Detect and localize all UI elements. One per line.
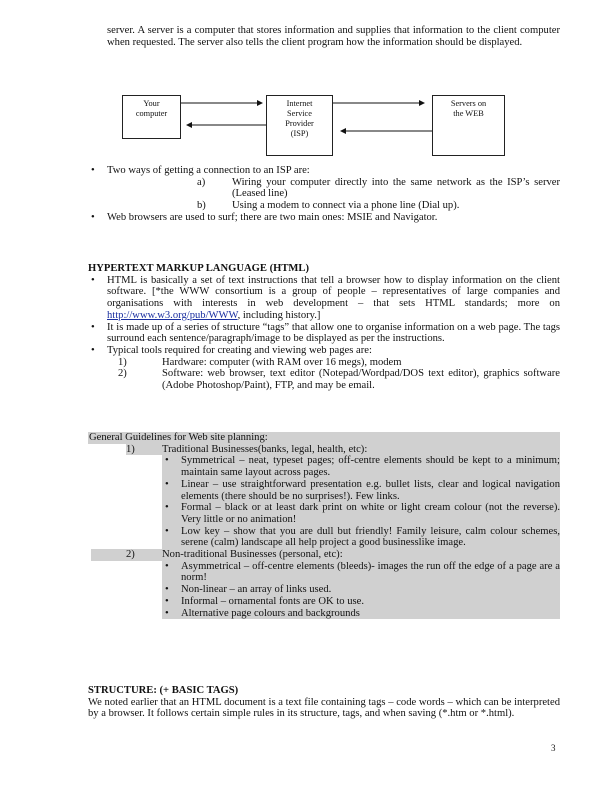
group-traditional xyxy=(88,444,560,456)
guideline-item: • Low key – show that you are dull but friendly! Family leisure, calm colour schemes, serene (calm) landscape all help project a good businesslike image. xyxy=(162,526,560,549)
item-label: 2) xyxy=(118,368,127,380)
sub-item-b xyxy=(88,200,560,212)
item-text: Hardware: computer (with RAM over 16 megs), modem xyxy=(162,356,402,368)
diagram-arrows xyxy=(0,0,612,170)
network-diagram xyxy=(0,0,612,170)
box-line: Provider xyxy=(285,119,314,128)
spacer xyxy=(88,596,162,608)
group-nontraditional xyxy=(88,549,560,561)
bullet-browsers: • Web browsers are used to surf; there are two main ones: MSIE and Navigator. xyxy=(88,212,560,224)
html-section xyxy=(88,263,560,392)
group-items xyxy=(88,479,560,502)
spacer xyxy=(88,455,162,478)
box-line: Internet xyxy=(286,99,313,108)
structure-section xyxy=(88,685,560,720)
text: HTML is basically a set of text instructions that tell a browser how to display information on the client software. [*the WWW consortium is a group of people – representatives of large companies and organisations with interests in web development – that sets HTML standards; more on xyxy=(107,274,560,310)
group-items xyxy=(88,502,560,525)
bullet-html-definition xyxy=(88,275,560,322)
section-heading: HYPERTEXT MARKUP LANGUAGE (HTML) xyxy=(88,263,310,274)
guideline-item: • Non-linear – an array of links used. xyxy=(162,584,560,596)
group-title: Traditional Businesses(banks, legal, health, etc): xyxy=(162,444,560,456)
spacer xyxy=(88,561,162,584)
sub-item-a xyxy=(88,177,560,200)
intro-paragraph: server. A server is a computer that stores information and supplies that information to the client computer when requested. The server also tells the client program how the information should be displayed. xyxy=(107,25,560,48)
spacer xyxy=(88,584,162,596)
spacer xyxy=(88,479,162,502)
item-label: a) xyxy=(197,176,206,188)
guidelines-title: General Guidelines for Web site planning: xyxy=(88,432,560,444)
item-text: Software: web browser, text editor (Notepad/Wordpad/DOS text editor), graphics software (Adobe Photoshop/Paint), FTP, and may be email. xyxy=(162,368,560,392)
bullet-tools: • Typical tools required for creating and viewing web pages are: xyxy=(88,345,560,357)
structure-paragraph: We noted earlier that an HTML document is a text file containing tags – code words – which can be interpreted by a browser. It follows certain simple rules in its structure, tags, and when saving (*.htm or *.html). xyxy=(88,696,560,720)
item-label: 1) xyxy=(118,356,127,368)
box-line: Your xyxy=(143,99,160,108)
spacer xyxy=(88,608,162,620)
tool-hardware xyxy=(88,357,560,369)
group-label: 1) xyxy=(126,444,162,456)
text: , including history.] xyxy=(237,309,321,321)
tool-software xyxy=(88,368,560,391)
connection-list xyxy=(88,165,560,224)
group-items xyxy=(88,596,560,608)
box-line: the WEB xyxy=(453,109,484,118)
group-label: 2) xyxy=(126,549,135,561)
spacer xyxy=(88,526,162,549)
bullet-tags: • It is made up of a series of structure “tags” that allow one to organise information on a web page. The tags surround each sentence/paragraph/image to be displayed as per the instructions. xyxy=(88,322,560,345)
guideline-item: • Informal – ornamental fonts are OK to use. xyxy=(162,596,560,608)
group-items xyxy=(88,526,560,549)
guideline-item: • Formal – black or at least dark print on white or light cream colour (not the reverse). Very little or no animation! xyxy=(162,502,560,525)
section-heading: STRUCTURE: (+ BASIC TAGS) xyxy=(88,685,239,696)
page-number: 3 xyxy=(551,743,556,753)
box-line: Service xyxy=(287,109,312,118)
group-items xyxy=(88,561,560,584)
group-items xyxy=(88,455,560,478)
box-line: Servers on xyxy=(450,99,487,108)
box-line: (ISP) xyxy=(290,129,309,138)
w3-link[interactable]: http://www.w3.org/pub/WWW xyxy=(107,309,238,321)
item-text: Using a modem to connect via a phone line (Dial up). xyxy=(232,200,460,212)
guideline-item: • Asymmetrical – off-centre elements (bleeds)- images the run off the edge of a page are a norm! xyxy=(162,561,560,584)
spacer xyxy=(88,444,126,456)
spacer xyxy=(88,502,162,525)
item-label: b) xyxy=(197,200,206,212)
item-text: Wiring your computer directly into the same network as the ISP’s server (Leased line) xyxy=(232,176,560,200)
group-title: Non-traditional Businesses (personal, etc): xyxy=(162,549,560,561)
bullet-connection: • Two ways of getting a connection to an ISP are: xyxy=(88,165,560,177)
guidelines-section xyxy=(88,432,560,619)
group-items xyxy=(88,608,560,620)
guideline-item: • Symmetrical – neat, typeset pages; off-centre elements should be kept to a minimum; maintain same layout across pages. xyxy=(162,455,560,478)
box-line: computer xyxy=(135,109,168,118)
group-label-wrap xyxy=(91,549,162,561)
group-items xyxy=(88,584,560,596)
guideline-item: • Alternative page colours and backgrounds xyxy=(162,608,560,620)
guideline-item: • Linear – use straightforward presentation e.g. bullet lists, clear and logical navigation elements (there should be no surprises!). Few links. xyxy=(162,479,560,502)
